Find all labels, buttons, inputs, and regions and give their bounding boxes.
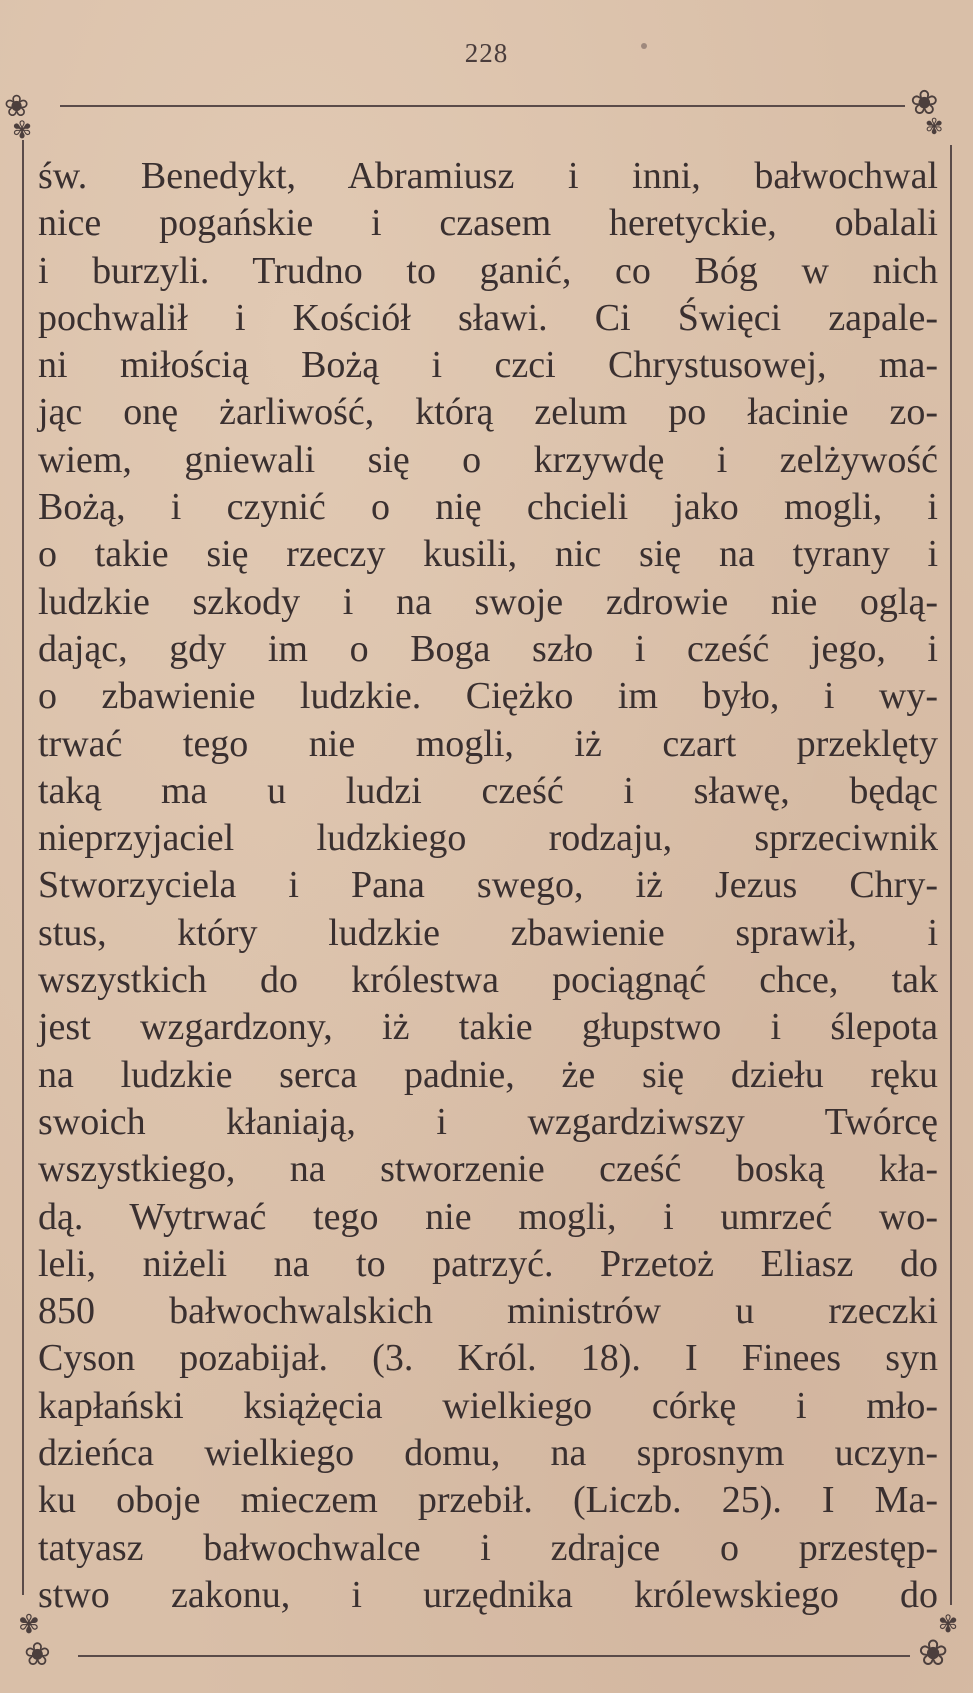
text-line: pochwalił i Kościół sławi. Ci Święci zapale- (38, 296, 938, 339)
text-line: Bożą, i czynić o nię chcieli jako mogli, i (38, 486, 938, 529)
text-line: nieprzyjaciel ludzkiego rodzaju, sprzeciwnik (38, 817, 938, 860)
text-line: tatyasz bałwochwalce i zdrajce o przestęp- (38, 1526, 938, 1569)
text-line: jest wzgardzony, iż takie głupstwo i ślepota (38, 1006, 938, 1049)
bottom-right-flourish-icon: ❀ (918, 1633, 949, 1674)
text-line: kapłański książęcia wielkiego córkę i mło- (38, 1384, 938, 1427)
text-line: Cyson pozabijał. (3. Król. 18). I Finees syn (38, 1337, 938, 1380)
ink-speck (641, 43, 647, 49)
text-line: na ludzkie serca padnie, że się dziełu ręku (38, 1053, 938, 1096)
body-text (38, 153, 938, 1619)
text-line: stus, który ludzkie zbawienie sprawił, i (38, 911, 938, 954)
page-number: 228 (464, 38, 509, 68)
text-line: dą. Wytrwać tego nie mogli, i umrzeć wo- (38, 1195, 938, 1238)
top-right-small-flourish-icon: ✾ (925, 115, 944, 140)
right-border-rule (950, 145, 952, 1605)
text-line: trwać tego nie mogli, iż czart przeklęty (38, 722, 938, 765)
text-line: o zbawienie ludzkie. Ciężko im było, i wy- (38, 675, 938, 718)
text-line: taką ma u ludzi cześć i sławę, będąc (38, 769, 938, 812)
text-line: 850 bałwochwalskich ministrów u rzeczki (38, 1290, 938, 1333)
text-line: Stworzyciela i Pana swego, iż Jezus Chry- (38, 864, 938, 907)
bottom-left-small-flourish-icon: ✾ (18, 1610, 40, 1640)
text-line: swoich kłaniają, i wzgardziwszy Twórcę (38, 1100, 938, 1143)
bottom-left-flourish-icon: ❀ (24, 1635, 51, 1673)
bottom-right-small-flourish-icon: ✾ (938, 1610, 959, 1638)
top-left-flourish-icon: ❀ (4, 89, 30, 124)
text-line: nice pogańskie i czasem heretyckie, obalali (38, 202, 938, 245)
text-line: dając, gdy im o Boga szło i cześć jego, i (38, 627, 938, 670)
text-line: o takie się rzeczy kusili, nic się na tyrany i (38, 533, 938, 576)
text-line: dzieńca wielkiego domu, na sprosnym uczyn- (38, 1432, 938, 1475)
top-border-rule (60, 105, 905, 107)
bottom-border-rule (78, 1655, 910, 1657)
top-left-small-flourish-icon: ✾ (12, 116, 33, 144)
text-line: leli, niżeli na to patrzyć. Przetoż Eliasz do (38, 1242, 938, 1285)
text-line: ku oboje mieczem przebił. (Liczb. 25). I Ma- (38, 1479, 938, 1522)
text-line: wszystkich do królestwa pociągnąć chce, tak (38, 959, 938, 1002)
text-line: ludzkie szkody i na swoje zdrowie nie oglą- (38, 580, 938, 623)
text-line: wszystkiego, na stworzenie cześć boską kła- (38, 1148, 938, 1191)
text-line: stwo zakonu, i urzędnika królewskiego do (38, 1573, 938, 1616)
left-border-rule (22, 140, 24, 1595)
text-line: ni miłością Bożą i czci Chrystusowej, ma- (38, 344, 938, 387)
text-line: i burzyli. Trudno to ganić, co Bóg w nich (38, 249, 938, 292)
top-right-flourish-icon: ❀ (910, 83, 939, 123)
text-line: jąc onę żarliwość, którą zelum po łacinie zo- (38, 391, 938, 434)
text-line: wiem, gniewali się o krzywdę i zelżywość (38, 438, 938, 481)
text-line: św. Benedykt, Abramiusz i inni, bałwochwal (38, 155, 938, 197)
